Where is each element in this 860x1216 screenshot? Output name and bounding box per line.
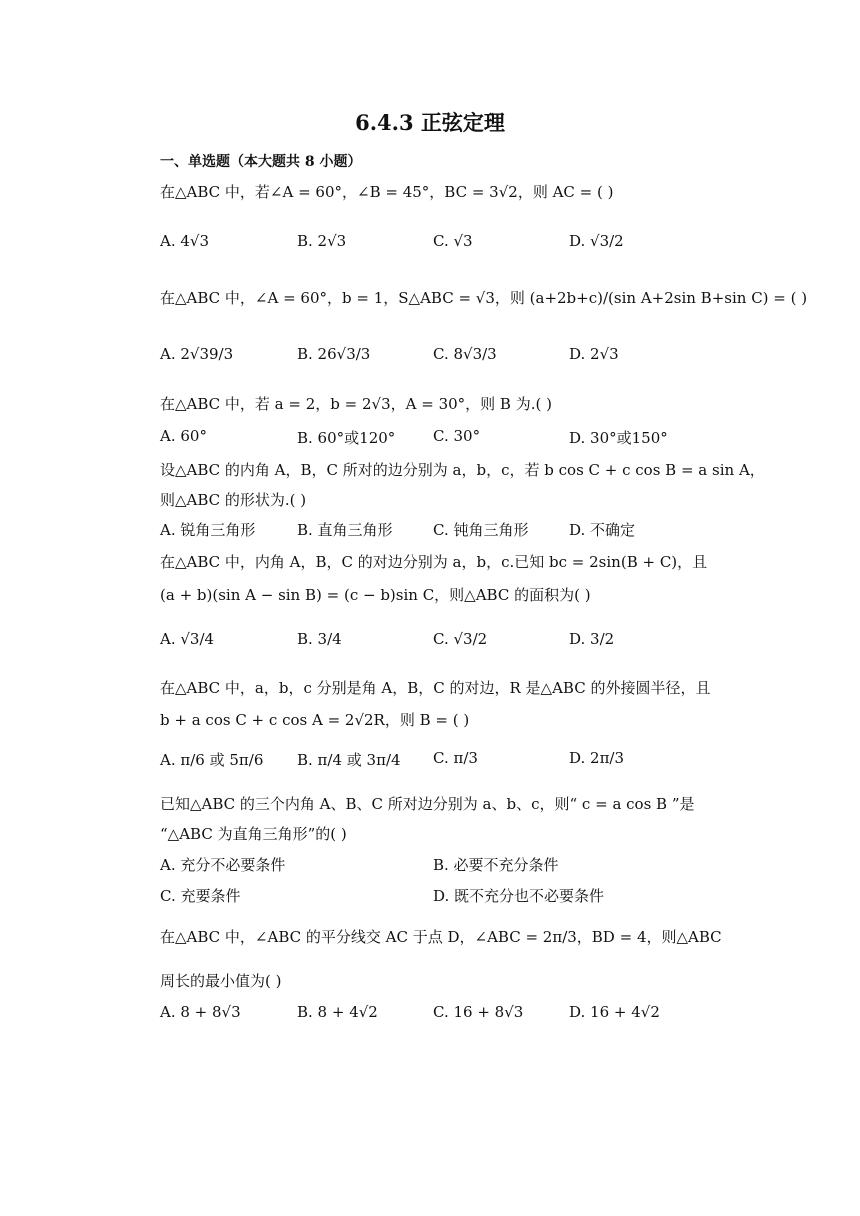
q2-option-c: C. 8√3/3 xyxy=(433,345,497,363)
question-5-line-2: (a + b)(sin A − sin B) = (c − b)sin C，则△ABC 的面积为( ) xyxy=(160,586,591,604)
q8-option-c: C. 16 + 8√3 xyxy=(433,1003,524,1021)
q1-option-b: B. 2√3 xyxy=(297,232,347,250)
q4-option-b: B. 直角三角形 xyxy=(297,521,393,539)
q6-option-c: C. π/3 xyxy=(433,749,478,767)
question-7-line-2: “△ABC 为直角三角形”的( ) xyxy=(160,825,347,843)
question-2: 在△ABC 中，∠A = 60°，b = 1，S△ABC = √3，则 (a+2b+c)/(sin A+2sin B+sin C) = ( ) xyxy=(160,289,808,307)
question-4-line-1: 设△ABC 的内角 A，B，C 所对的边分别为 a，b，c，若 b cos C + c cos B = a sin A， xyxy=(160,461,765,479)
q5-option-c: C. √3/2 xyxy=(433,630,488,648)
q1-option-d: D. √3/2 xyxy=(569,232,624,250)
q4-option-a: A. 锐角三角形 xyxy=(160,521,256,539)
question-3: 在△ABC 中，若 a = 2，b = 2√3，A = 30°，则 B 为.( ) xyxy=(160,395,552,413)
q3-option-a: A. 60° xyxy=(160,427,207,445)
question-1: 在△ABC 中，若∠A = 60°，∠B = 45°，BC = 3√2，则 AC = ( ) xyxy=(160,183,614,201)
q5-option-b: B. 3/4 xyxy=(297,630,342,648)
q4-option-c: C. 钝角三角形 xyxy=(433,521,529,539)
q2-option-b: B. 26√3/3 xyxy=(297,345,371,363)
q6-option-d: D. 2π/3 xyxy=(569,749,625,767)
question-5-line-1: 在△ABC 中，内角 A，B，C 的对边分别为 a，b，c.已知 bc = 2sin(B + C)，且 xyxy=(160,553,708,571)
q7-option-b: B. 必要不充分条件 xyxy=(433,856,559,874)
q7-option-c: C. 充要条件 xyxy=(160,887,241,905)
q8-option-a: A. 8 + 8√3 xyxy=(160,1003,241,1021)
q7-option-d: D. 既不充分也不必要条件 xyxy=(433,887,605,905)
section-heading: 一、单选题（本大题共 8 小题） xyxy=(160,154,362,170)
question-7-line-1: 已知△ABC 的三个内角 A、B、C 所对边分别为 a、b、c，则“ c = a cos B ”是 xyxy=(160,795,695,813)
question-8-line-2: 周长的最小值为( ) xyxy=(160,972,282,990)
q3-option-b: B. 60°或120° xyxy=(297,429,396,447)
q8-option-b: B. 8 + 4√2 xyxy=(297,1003,378,1021)
question-6-line-2: b + a cos C + c cos A = 2√2R，则 B = ( ) xyxy=(160,711,470,729)
q2-option-a: A. 2√39/3 xyxy=(160,345,234,363)
q8-option-d: D. 16 + 4√2 xyxy=(569,1003,660,1021)
q6-option-a: A. π/6 或 5π/6 xyxy=(160,751,264,769)
question-8-line-1: 在△ABC 中，∠ABC 的平分线交 AC 于点 D，∠ABC = 2π/3，BD = 4，则△ABC xyxy=(160,928,722,946)
q6-option-b: B. π/4 或 3π/4 xyxy=(297,751,401,769)
q3-option-d: D. 30°或150° xyxy=(569,429,668,447)
q3-option-c: C. 30° xyxy=(433,427,481,445)
q4-option-d: D. 不确定 xyxy=(569,521,636,539)
q5-option-d: D. 3/2 xyxy=(569,630,615,648)
q5-option-a: A. √3/4 xyxy=(160,630,215,648)
q1-option-c: C. √3 xyxy=(433,232,473,250)
q1-option-a: A. 4√3 xyxy=(160,232,210,250)
question-4-line-2: 则△ABC 的形状为.( ) xyxy=(160,491,307,509)
page-title: 6.4.3 正弦定理 xyxy=(355,110,505,135)
q2-option-d: D. 2√3 xyxy=(569,345,619,363)
question-6-line-1: 在△ABC 中，a，b，c 分别是角 A，B，C 的对边，R 是△ABC 的外接圆半径，且 xyxy=(160,679,711,697)
q7-option-a: A. 充分不必要条件 xyxy=(160,856,286,874)
